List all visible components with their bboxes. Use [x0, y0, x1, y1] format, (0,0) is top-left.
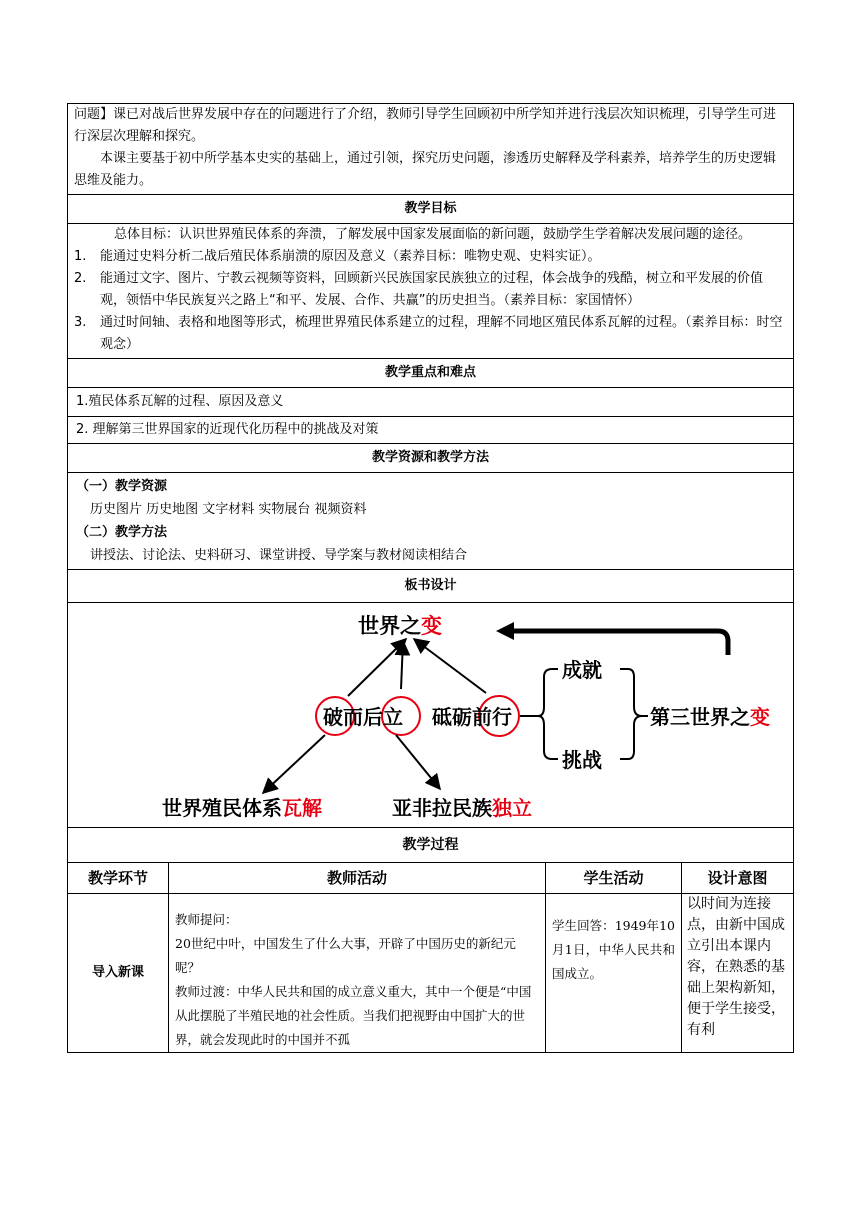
- resources-cell: [68, 473, 794, 570]
- col-stage-header: 教学环节: [68, 863, 169, 894]
- board-row: [68, 603, 794, 828]
- goals-header-row: [68, 195, 794, 224]
- board-header: 板书设计: [68, 570, 794, 603]
- keypoint-1: 1.殖民体系瓦解的过程、原因及意义: [68, 388, 794, 417]
- board-left-black: 世界殖民体系: [162, 796, 282, 820]
- resources-title: （一）教学资源: [76, 479, 168, 494]
- board-header-row: [68, 570, 794, 603]
- node-po-er-hou-li: [323, 705, 403, 729]
- lesson-plan-table: [67, 103, 794, 1053]
- keypoints-header: 教学重点和难点: [68, 359, 794, 388]
- board-top-title: [358, 614, 442, 638]
- goal-item-text: 能通过文字、图片、宁教云视频等资料，回顾新兴民族国家民族独立的过程，体会战争的残酷，树立和平发展的价值观，领悟中华民族复兴之路上“和平、发展、合作、共赢”的历史担当。（素养目标：家国情怀）: [100, 271, 764, 308]
- resources-header: 教学资源和教学方法: [68, 444, 794, 473]
- board-mid-black: 亚非拉民族: [392, 796, 492, 820]
- keypoint-2: 2. 理解第三世界国家的近现代化历程中的挑战及对策: [68, 417, 794, 444]
- goals-row: [68, 224, 794, 359]
- node-po: 破: [323, 705, 343, 729]
- process-column-headers: [68, 863, 794, 894]
- return-arrow-head: [496, 622, 514, 640]
- board-right-black: 第三世界之: [650, 705, 750, 729]
- process-header: 教学过程: [68, 828, 794, 863]
- board-left-red: 瓦解: [282, 796, 322, 820]
- teacher-cell: [169, 894, 546, 1053]
- keypoints-row-2: [68, 417, 794, 444]
- board-right-title: [650, 705, 770, 729]
- node-li: 立: [383, 705, 403, 729]
- branch-down: 挑战: [562, 748, 602, 772]
- goal-item-number: 3.: [74, 315, 87, 330]
- goal-item-number: 1.: [74, 249, 87, 264]
- student-cell: 学生回答：1949年10月1日，中华人民共和国成立。: [546, 894, 682, 1053]
- goal-item-2: [74, 268, 787, 312]
- arrow-to-top-3: [414, 639, 486, 693]
- methods-title: （二）教学方法: [76, 525, 168, 540]
- goal-item-number: 2.: [74, 271, 87, 286]
- resources-header-row: [68, 444, 794, 473]
- keypoints-row-1: [68, 388, 794, 417]
- board-right-red: 变: [750, 705, 770, 729]
- board-diagram-cell: [68, 603, 794, 828]
- col-teacher-header: 教师活动: [169, 863, 546, 894]
- goal-item-text: 通过时间轴、表格和地图等形式，梳理世界殖民体系建立的过程，理解不同地区殖民体系瓦解的过程。（素养目标：时空观念）: [100, 315, 783, 352]
- board-mid-bottom: [392, 796, 532, 820]
- arrow-to-top-2: [401, 641, 403, 689]
- methods-text: 讲授法、讨论法、史料研习、课堂讲授、导学案与教材阅读相结合: [90, 548, 468, 563]
- intro-paragraph-2: 本课主要基于初中所学基本史实的基础上，通过引领，探究历史问题，渗透历史解释及学科素养，培养学生的历史逻辑思维及能力。: [74, 151, 777, 188]
- bracket-right: [620, 669, 648, 759]
- arrow-down-mid: [396, 735, 440, 789]
- board-diagram: [68, 603, 792, 827]
- stage-cell: 导入新课: [68, 894, 169, 1053]
- goals-overall: 总体目标：认识世界殖民体系的奔溃，了解发展中国家发展面临的新问题，鼓励学生学着解决发展问题的途径。: [114, 227, 752, 242]
- board-mid-red: 独立: [492, 796, 532, 820]
- teacher-line-2: 20世纪中叶，中国发生了什么大事，开辟了中国历史的新纪元呢？: [175, 936, 516, 975]
- node-di-li-qian-xing: 砥砺前行: [432, 705, 512, 729]
- process-header-row: [68, 828, 794, 863]
- node-er-hou: 而后: [343, 705, 383, 729]
- branch-up: 成就: [562, 658, 602, 682]
- intro-cell: [68, 104, 794, 195]
- intent-cell: 以时间为连接点，由新中国成立引出本课内容，在熟悉的基础上架构新知，便于学生接受，有利: [682, 894, 794, 1053]
- bracket-left: [520, 669, 558, 759]
- board-top-black: 世界之: [358, 614, 421, 638]
- keypoints-header-row: [68, 359, 794, 388]
- goal-item-3: [74, 312, 787, 356]
- teacher-line-3: 教师过渡：中华人民共和国的成立意义重大，其中一个便是“中国从此摆脱了半殖民地的社会性质。当我们把视野由中国扩大的世界，就会发现此时的中国并不孤: [175, 984, 532, 1047]
- goals-header: 教学目标: [68, 195, 794, 224]
- return-arrow-line: [504, 631, 728, 655]
- board-left-bottom: [162, 796, 323, 820]
- intro-row: [68, 104, 794, 195]
- col-intent-header: 设计意图: [682, 863, 794, 894]
- col-student-header: 学生活动: [546, 863, 682, 894]
- goals-cell: [68, 224, 794, 359]
- goal-item-text: 能通过史料分析二战后殖民体系崩溃的原因及意义（素养目标：唯物史观、史料实证）。: [100, 249, 601, 264]
- teacher-line-1: 教师提问：: [175, 912, 238, 927]
- goal-item-1: [74, 246, 787, 268]
- arrow-to-top-1: [348, 639, 406, 696]
- lesson-plan-page: [67, 103, 793, 1053]
- resources-row: [68, 473, 794, 570]
- intro-paragraph-1: 问题】课已对战后世界发展中存在的问题进行了介绍，教师引导学生回顾初中所学知并进行浅层次知识梳理，引导学生可进行深层次理解和探究。: [74, 107, 777, 144]
- board-top-red: 变: [421, 614, 442, 638]
- arrow-down-left: [263, 735, 325, 793]
- resources-text: 历史图片 历史地图 文字材料 实物展台 视频资料: [90, 502, 367, 517]
- process-row-1: [68, 894, 794, 1053]
